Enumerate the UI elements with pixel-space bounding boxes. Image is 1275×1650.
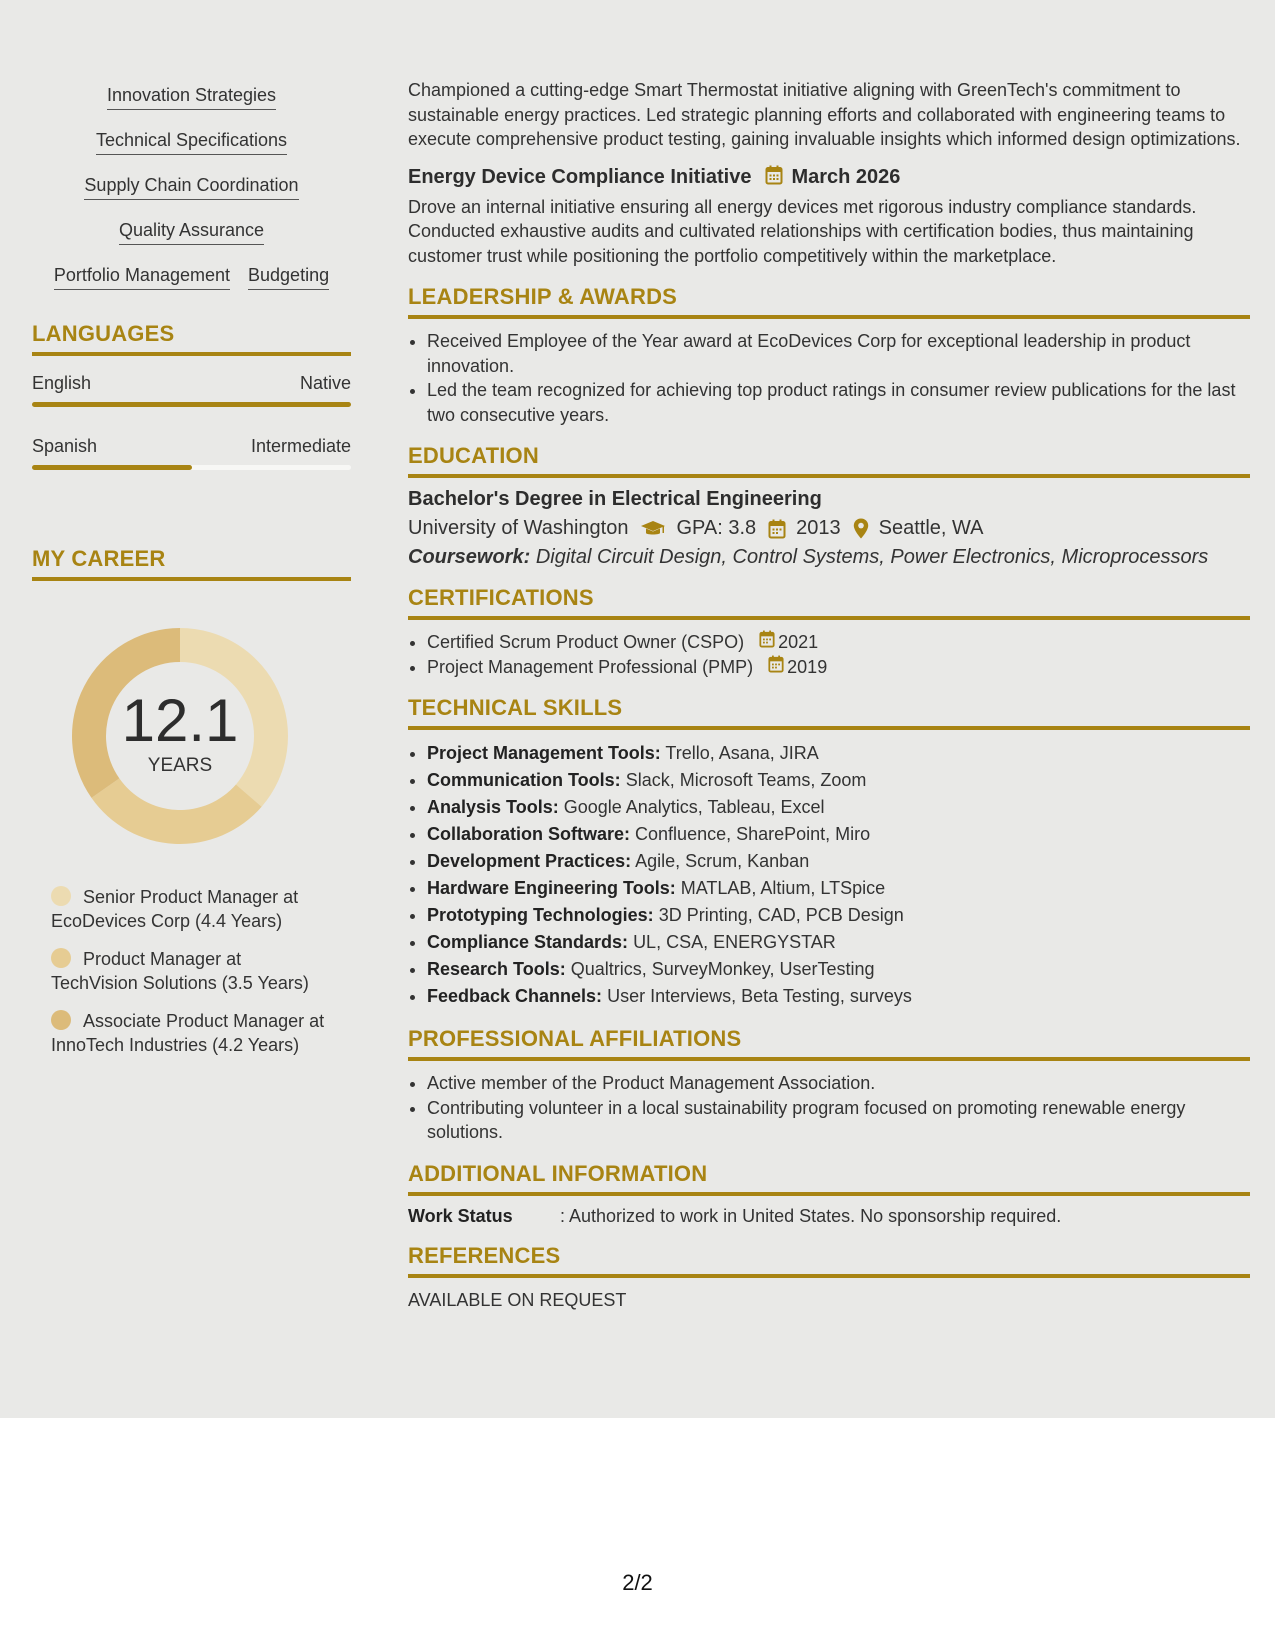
calendar-icon [768,519,786,539]
education-details [408,517,1250,540]
list-item [427,848,1250,875]
awards-heading: LEADERSHIP & AWARDS [408,284,1250,319]
language-bar [32,465,351,470]
skill-values: 3D Printing, CAD, PCB Design [658,905,904,925]
skill-row [32,84,351,110]
legend-label: Associate Product Manager at InnoTech Industries (4.2 Years) [51,1011,325,1055]
language-bar-fill [32,465,192,470]
language-bar [32,402,351,407]
additional-info-section [408,1161,1250,1227]
skill-category: Feedback Channels: [427,986,603,1006]
certifications-section [408,585,1250,679]
skill-category: Compliance Standards: [427,932,629,952]
legend-item [51,1009,331,1057]
skill-category: Development Practices: [427,851,632,871]
education-section [408,443,1250,569]
language-name: English [32,373,92,393]
certification-year: 2019 [787,656,828,677]
certification-name: Project Management Professional (PMP) [427,656,754,677]
legend-label: Senior Product Manager at EcoDevices Corp (4.4 Years) [51,887,299,931]
gpa: GPA: 3.8 [676,517,757,539]
list-item [427,794,1250,821]
list-item [427,740,1250,767]
skill-tag: Innovation Strategies [107,84,276,110]
skill-values: Google Analytics, Tableau, Excel [563,797,825,817]
skill-values: User Interviews, Beta Testing, surveys [607,986,912,1006]
page-number: 2/2 [622,1570,653,1595]
project-date: March 2026 [791,166,901,188]
list-item: • Contributing volunteer in a local sustainability program focused on promoting renewable energy solutions. [427,1096,1250,1145]
skill-category: Prototyping Technologies: [427,905,654,925]
technical-skills-heading: TECHNICAL SKILLS [408,695,1250,730]
skill-tag: Portfolio Management [54,264,230,290]
coursework-label: Coursework: [408,546,531,568]
list-item [427,956,1250,983]
additional-info-heading: ADDITIONAL INFORMATION [408,1161,1250,1196]
list-item: • Led the team recognized for achieving top product ratings in consumer review publications for the last two consecutive years. [427,378,1250,427]
legend-item [51,947,331,995]
languages-heading: LANGUAGES [32,321,351,356]
references-section [408,1243,1250,1311]
degree-title: Bachelor's Degree in Electrical Engineering [408,488,822,510]
career-total-unit: YEARS [147,755,213,776]
project-heading [408,165,1250,191]
skill-values: Slack, Microsoft Teams, Zoom [625,770,867,790]
list-item [427,655,1250,680]
project-title: Energy Device Compliance Initiative [408,166,752,188]
skill-category: Communication Tools: [427,770,621,790]
graduation-cap-icon [640,520,666,538]
list-item [427,875,1250,902]
left-column [32,84,351,1071]
career-donut-chart [67,623,293,849]
skill-category: Analysis Tools: [427,797,559,817]
skill-tag: Budgeting [248,264,329,290]
project-description: Championed a cutting-edge Smart Thermostat initiative aligning with GreenTech's commitment to sustainable energy practices. Led strategic planning efforts and collaborated with engineering teams to execute comprehensive product testing, gaining invaluable insights which informed design optimizations. [408,80,1241,149]
list-item [427,902,1250,929]
legend-dot [51,886,71,906]
skill-category: Research Tools: [427,959,566,979]
skill-tag: Quality Assurance [119,219,264,245]
technical-skills-section [408,695,1250,1010]
calendar-icon [765,165,783,191]
language-item [32,436,351,470]
references-heading: REFERENCES [408,1243,1250,1278]
certifications-heading: CERTIFICATIONS [408,585,1250,620]
career-heading: MY CAREER [32,546,351,581]
skill-category: Hardware Engineering Tools: [427,878,676,898]
school-name: University of Washington [408,517,629,539]
certification-name: Certified Scrum Product Owner (CSPO) [427,632,745,652]
school-location: Seattle, WA [878,517,984,539]
skill-values: Agile, Scrum, Kanban [635,851,810,871]
skill-row [32,174,351,200]
work-status-label: Work Status [408,1205,513,1226]
skill-tag: Supply Chain Coordination [84,174,298,200]
coursework-list: Digital Circuit Design, Control Systems, Power Electronics, Microprocessors [535,546,1209,568]
list-item [427,630,1250,655]
skill-values: Trello, Asana, JIRA [665,743,819,763]
graduation-year: 2013 [796,517,841,539]
list-item [427,821,1250,848]
affiliations-section [408,1026,1250,1145]
list-item [427,929,1250,956]
certification-year: 2021 [778,632,819,652]
career-total-years: 12.1 [121,687,239,754]
skill-category: Project Management Tools: [427,743,661,763]
work-status-row [408,1206,1250,1227]
career-legend [51,885,331,1057]
skill-values: Confluence, SharePoint, Miro [635,824,871,844]
legend-dot [51,948,71,968]
work-status-value: : Authorized to work in United States. No sponsorship required. [560,1205,1062,1226]
skill-row [32,264,351,290]
right-column [408,78,1250,1311]
calendar-icon [759,630,775,655]
skill-values: UL, CSA, ENERGYSTAR [633,932,836,952]
references-value: AVAILABLE ON REQUEST [408,1289,627,1310]
language-level: Intermediate [250,436,351,456]
affiliations-heading: PROFESSIONAL AFFILIATIONS [408,1026,1250,1061]
language-item [32,373,351,407]
education-heading: EDUCATION [408,443,1250,478]
legend-dot [51,1010,71,1030]
skill-tags [32,84,351,290]
language-level: Native [299,373,351,393]
coursework [408,546,1250,569]
location-pin-icon [853,518,869,539]
language-bar-fill [32,402,351,407]
skill-values: MATLAB, Altium, LTSpice [680,878,886,898]
project-description: Drove an internal initiative ensuring all energy devices met rigorous industry compliance standards. Conducted exhaustive audits and cultivated relationships with certification bodies, thus maintaining customer trust while positioning the portfolio competitively within the marketplace. [408,196,1197,266]
skill-tag: Technical Specifications [96,129,287,155]
language-name: Spanish [32,436,98,456]
skill-row [32,129,351,155]
calendar-icon [768,655,784,680]
skill-row [32,219,351,245]
legend-item [51,885,331,933]
skill-values: Qualtrics, SurveyMonkey, UserTesting [570,959,875,979]
list-item: • Active member of the Product Management Association. [427,1071,1250,1096]
awards-section [408,284,1250,427]
list-item: • Received Employee of the Year award at EcoDevices Corp for exceptional leadership in product innovation. [427,329,1250,378]
list-item [427,767,1250,794]
list-item [427,983,1250,1010]
skill-category: Collaboration Software: [427,824,631,844]
legend-label: Product Manager at TechVision Solutions (3.5 Years) [51,949,309,993]
